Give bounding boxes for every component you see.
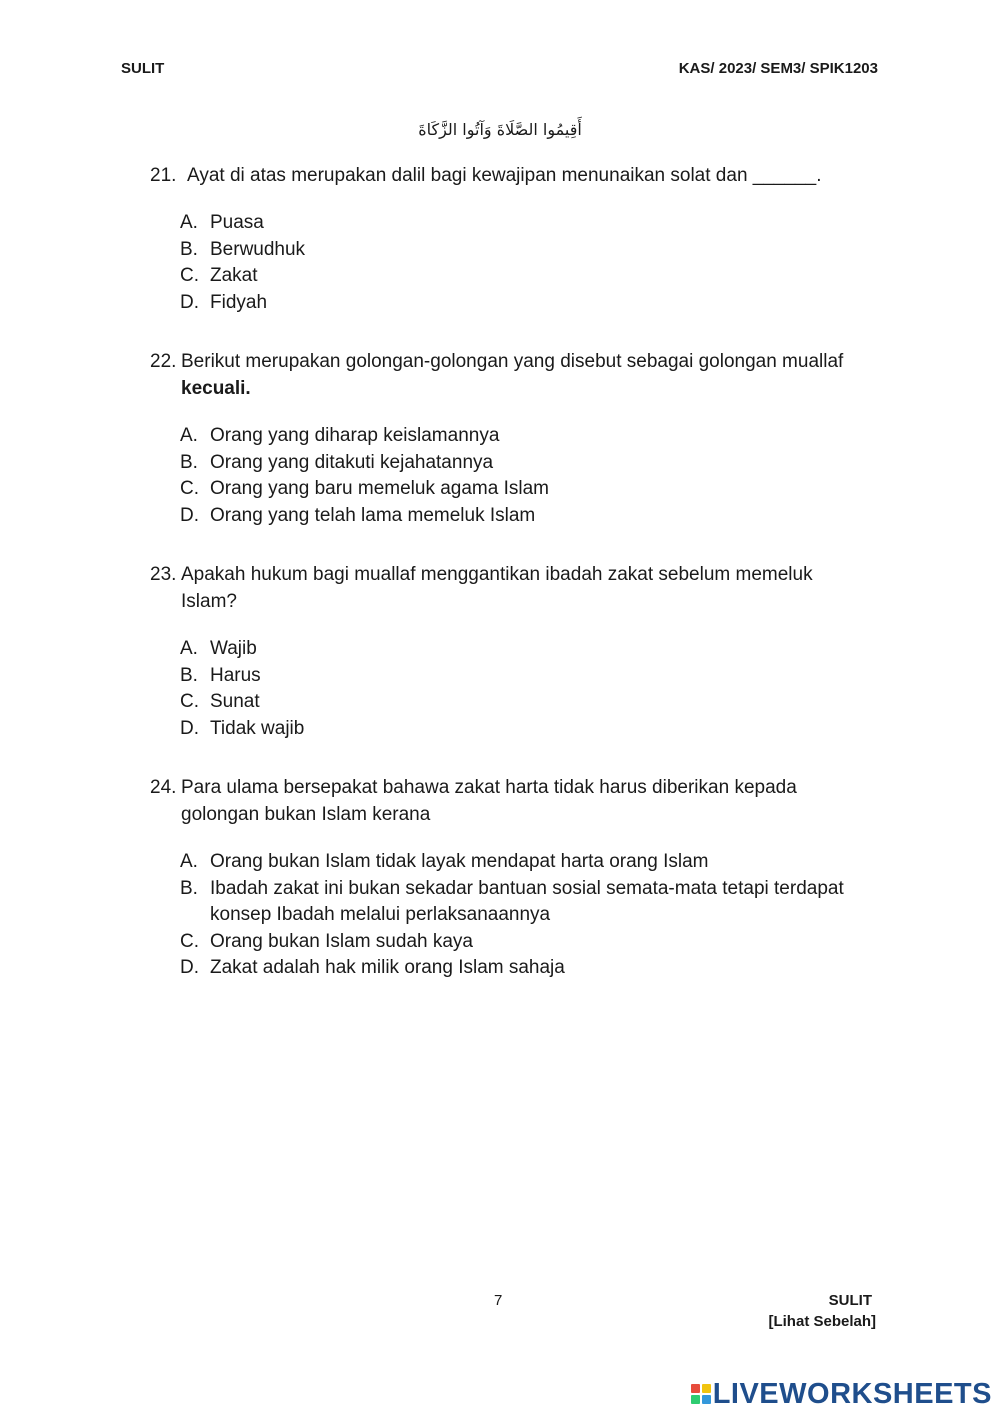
question-stem: Berikut merupakan golongan-golongan yang disebut sebagai golongan muallaf — [181, 351, 844, 372]
option-letter: D. — [180, 717, 199, 739]
option-text: Orang yang telah lama memeluk Islam — [210, 504, 536, 526]
option-text: Puasa — [210, 212, 264, 233]
footer-next-page: [Lihat Sebelah] — [768, 1313, 876, 1330]
option-text: Berwudhuk — [210, 238, 306, 260]
option-text: Sunat — [210, 691, 260, 712]
options-list — [150, 210, 870, 316]
option-c[interactable] — [180, 929, 870, 956]
option-letter: D. — [180, 504, 199, 526]
option-text: Tidak wajib — [210, 717, 305, 739]
option-text: Zakat adalah hak milik orang Islam sahaja — [210, 957, 565, 978]
question-number: 23. — [150, 564, 177, 585]
logo-square — [691, 1384, 700, 1393]
option-c[interactable] — [180, 263, 870, 290]
option-text: Orang yang diharap keislamannya — [210, 425, 500, 446]
option-letter: B. — [180, 877, 198, 899]
option-d[interactable] — [180, 955, 870, 982]
option-text: Orang yang ditakuti kejahatannya — [210, 451, 494, 473]
options-list — [150, 636, 870, 742]
question-21 — [150, 162, 870, 316]
option-letter: A. — [180, 212, 198, 233]
option-text: Orang yang baru memeluk agama Islam — [210, 478, 549, 499]
question-text: Apakah hukum bagi muallaf menggantikan ibadah zakat sebelum memeluk Islam? — [181, 564, 813, 612]
question-text: Para ulama bersepakat bahawa zakat harta tidak harus diberikan kepada golongan bukan Islam kerana — [181, 777, 797, 825]
option-b[interactable] — [180, 663, 870, 690]
options-list — [150, 849, 870, 982]
logo-square — [691, 1395, 700, 1404]
option-c[interactable] — [180, 689, 870, 716]
option-b[interactable] — [180, 876, 870, 929]
option-a[interactable] — [180, 849, 870, 876]
option-c[interactable] — [180, 476, 870, 503]
option-letter: A. — [180, 638, 198, 659]
option-a[interactable] — [180, 636, 870, 663]
option-letter: C. — [180, 691, 199, 712]
question-text: Ayat di atas merupakan dalil bagi kewajipan menunaikan solat dan ______. — [187, 165, 822, 186]
liveworksheets-logo-icon — [691, 1384, 711, 1404]
option-text: Zakat — [210, 265, 258, 286]
option-letter: B. — [180, 664, 198, 686]
watermark-text: LIVEWORKSHEETS — [712, 1377, 992, 1410]
option-d[interactable] — [180, 290, 870, 317]
option-b[interactable] — [180, 450, 870, 477]
option-text: Ibadah zakat ini bukan sekadar bantuan sosial semata-mata tetapi terdapat konsep Ibadah melalui perlaksanaannya — [210, 877, 844, 925]
option-a[interactable] — [180, 423, 870, 450]
option-letter: B. — [180, 451, 198, 473]
page-number: 7 — [494, 1292, 503, 1309]
logo-square — [702, 1384, 711, 1393]
option-text: Harus — [210, 664, 261, 686]
footer-sulit: SULIT — [828, 1292, 872, 1309]
option-d[interactable] — [180, 716, 870, 743]
question-emphasis: kecuali. — [181, 378, 251, 399]
logo-square — [702, 1395, 711, 1404]
option-d[interactable] — [180, 503, 870, 530]
option-letter: A. — [180, 851, 198, 872]
header-right: KAS/ 2023/ SEM3/ SPIK1203 — [678, 60, 878, 77]
option-letter: D. — [180, 291, 199, 313]
option-letter: C. — [180, 930, 199, 952]
liveworksheets-watermark — [691, 1378, 992, 1410]
option-letter: B. — [180, 238, 198, 260]
option-b[interactable] — [180, 237, 870, 264]
option-text: Orang bukan Islam tidak layak mendapat harta orang Islam — [210, 851, 709, 872]
option-letter: C. — [180, 265, 199, 286]
question-number: 21. — [150, 165, 177, 186]
arabic-verse: أَقِيمُوا الصَّلَاةَ وَآتُوا الزَّكَاةَ — [418, 120, 582, 139]
question-22 — [150, 348, 870, 529]
question-24 — [150, 774, 870, 982]
question-number: 24. — [150, 777, 177, 798]
option-letter: D. — [180, 957, 199, 978]
question-23 — [150, 561, 870, 742]
option-text: Wajib — [210, 638, 257, 659]
option-a[interactable] — [180, 210, 870, 237]
header-left: SULIT — [121, 60, 165, 77]
option-letter: C. — [180, 478, 199, 499]
question-number: 22. — [150, 351, 177, 372]
question-text — [150, 348, 870, 402]
option-letter: A. — [180, 425, 198, 446]
option-text: Orang bukan Islam sudah kaya — [210, 930, 473, 952]
options-list — [150, 423, 870, 529]
option-text: Fidyah — [210, 291, 268, 313]
